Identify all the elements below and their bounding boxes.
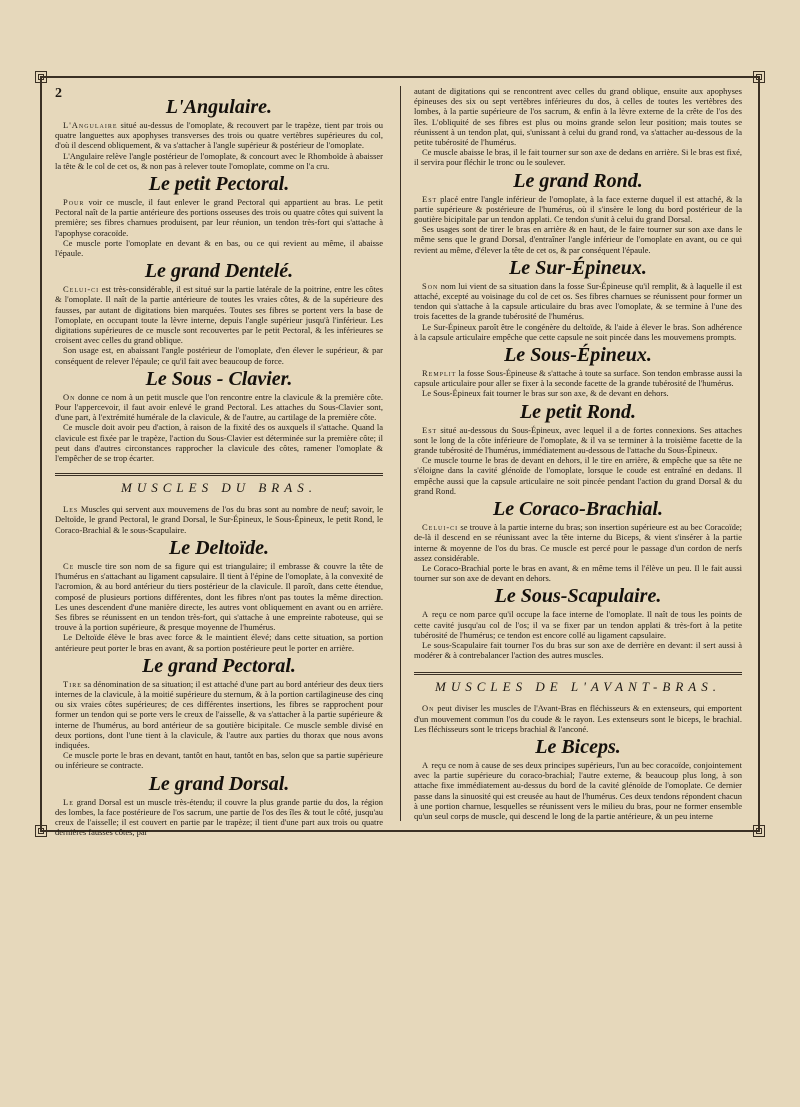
frame-left-rule xyxy=(40,76,42,832)
paragraph xyxy=(55,120,383,151)
paragraph xyxy=(55,561,383,632)
paragraph-lead-word: Ce xyxy=(63,560,75,571)
section-heading: Le grand Dorsal. xyxy=(148,772,290,795)
paragraph xyxy=(414,322,742,342)
paragraph-text: muscle tire son nom de sa figure qui est triangulaire; il embrasse & couvre la tête de l'humérus en s'attachant au ligament capsulaire. Il tient à l'épine de l'omoplate, à la convexité de l'acromion, & au bord antérieur du tiers postérieur de la clavicule. Il paroît, dans cette étendue, composé de plusieurs portions différentes, dont les fibres n'ont pas toutes la même direction. Les unes descendent d'une manière directe, les autres vont obliquement en avant ou en arrière. Ses fibres se réunissent en un tendon très-fort, qui s'attache à une empreinte raboteuse, qui se trouve à la portion supérieure, & presque moyenne de l'humérus. xyxy=(55,560,383,633)
paragraph-lead-word: On xyxy=(63,391,76,402)
paragraph-text: se trouve à la partie interne du bras; son insertion supérieure est au bec Coracoïde; de-là il descend en se réunissant avec la tête interne du Biceps, & vient s'insérer à la partie interne & moyenne de l'os du bras. Ce muscle est percé pour le passage d'un cordon de nerfs assez considérable. xyxy=(414,522,742,563)
paragraph xyxy=(414,147,742,167)
section-heading: Le Sur-Épineux. xyxy=(509,256,647,279)
paragraph xyxy=(55,750,383,770)
paragraph xyxy=(55,679,383,750)
paragraph xyxy=(414,703,742,734)
paragraph-lead-word: Celui-ci xyxy=(63,284,100,295)
paragraph-text: Ce muscle doit avoir peu d'action, à raison de la fixité des os auxquels il s'attache. Quand la clavicule est fixée par le trapèze, l'action du Sous-Clavier est déterminée sur la première côte; il peut dans d'autres circonstances rapprocher la clavicule des côtes, ramener l'omoplate & l'empêcher de se trop écarter. xyxy=(55,422,383,464)
paragraph-lead-word: On xyxy=(422,703,435,714)
paragraph xyxy=(414,522,742,563)
chapter-title: MUSCLES DE L'AVANT-BRAS. xyxy=(414,672,742,699)
paragraph-text: Muscles qui servent aux mouvemens de l'os du bras sont au nombre de neuf; savoir, le Deltoïde, le grand Pectoral, le grand Dorsal, le Sur-Épineux, le Sous-Épineux, le petit Rond, le Coraco-Brachial & le sous-Scapulaire. xyxy=(55,504,383,535)
paragraph xyxy=(55,284,383,345)
paragraph-text: Le Deltoïde élève le bras avec force & le maintient élevé; dans cette situation, sa portion antérieure peut porter le bras en avant, & sa portion postérieure peut le porter en arrière. xyxy=(55,632,383,653)
section-heading: Le Sous-Scapulaire. xyxy=(494,585,662,608)
frame-corner-ornament xyxy=(753,825,765,837)
paragraph-text: grand Dorsal est un muscle très-étendu; il couvre la plus grande partie du dos, la région des lombes, la face postérieure de l'os sacrum, une partie de l'os des îles & tout le côté, jusqu'au creux de l'aisselle; il est couvert en partie par le trapèze; il tient d'une part aux trois ou quatre dernières fausses côtes, par xyxy=(55,796,383,838)
paragraph xyxy=(55,504,383,535)
paragraph xyxy=(55,151,383,171)
paragraph-lead-word: Est xyxy=(422,193,438,204)
section-heading: Le Coraco-Brachial. xyxy=(493,498,663,521)
paragraph xyxy=(414,224,742,255)
section-heading: Le Deltoïde. xyxy=(169,536,269,559)
paragraph-text: L'Angulaire relève l'angle postérieur de l'omoplate, & concourt avec le Rhomboïde à abaisser la tête & le col de cet os, & non pas à relever toute l'omoplate, comme on l'a cru. xyxy=(55,150,383,171)
paragraph-text: sa dénomination de sa situation; il est attaché d'une part au bord antérieur des deux tiers internes de la clavicule, à la moitié supérieure du sternum, & à la portion cartilagineuse des cinq ou six vraies côtes supérieures; de ces différentes insertions, les fibres se rapprochent pour former un tendon qui se porte vers le creux de l'aisselle, & va s'attacher à la partie supérieure & interne de l'humérus, au bord antérieur de sa goutière bicipitale. Ce muscle semble divisé en deux portions, dont l'une tient à la clavicule, & l'autre aux parties du thorax que nous avons indiquées. xyxy=(55,678,383,750)
frame-corner-ornament xyxy=(753,71,765,83)
paragraph xyxy=(414,760,742,821)
paragraph xyxy=(414,281,742,322)
paragraph-text: placé entre l'angle inférieur de l'omoplate, à la face externe duquel il est attaché, & la partie supérieure & postérieure de l'humérus, où il s'insère le long du bord postérieur de la goutière bicipitale par un tendon applati. Ce tendon s'unit à celui du grand Dorsal. xyxy=(414,193,742,225)
section-heading: Le grand Pectoral. xyxy=(142,654,296,677)
paragraph-text: Ce muscle tourne le bras de devant en dehors, il le tire en arrière, & empêche que sa tête ne s'éloigne dans la cavité glénoïde de l'omoplate, lorsque le coude est entraîné en dedans. Il empêche aussi que la capsule articulaire ne soit pincée pendant l'action du grand Dorsal & du grand Rond. xyxy=(414,455,742,496)
paragraph-text: situé au-dessus de l'omoplate, & recouvert par le trapèze, tient par trois ou quatre languettes aux apophyses transverses des trois ou quatre vertèbres supérieures du col, d'où il descend obliquement, & va s'attacher à l'angle supérieur & postérieur de l'omoplate. xyxy=(55,120,383,151)
paragraph-text: voir ce muscle, il faut enlever le grand Pectoral qui appartient au bras. Le petit Pectoral naît de la partie antérieure des portions osseuses des trois ou quatre côtes qui suivent la première; ses fibres charnues produisent, par leur réunion, un tendon très-fort qui s'attache à l'apophyse coracoïde. xyxy=(55,197,383,238)
paragraph-lead-word: Pour xyxy=(63,197,85,208)
paragraph-text: Son usage est, en abaissant l'angle postérieur de l'omoplate, d'en élever le supérieur, & par conséquent de relever l'épaule; ce qu'il fait avec beaucoup de force. xyxy=(55,345,383,366)
paragraph-text: Ses usages sont de tirer le bras en arrière & en haut, de le faire tourner sur son axe dans le même sens que le grand Dorsal, d'entraîner l'angle inférieur de l'omoplate en avant, ou ce qui revient au même, d'élever la tête de cet os, & par conséquent l'épaule. xyxy=(414,224,742,255)
section-heading: Le grand Dentelé. xyxy=(144,260,294,283)
section-heading: Le grand Rond. xyxy=(513,169,643,192)
paragraph xyxy=(414,425,742,456)
page-number: 2 xyxy=(55,86,62,101)
paragraph-lead-word: Les xyxy=(63,504,79,515)
paragraph-text: Le sous-Scapulaire fait tourner l'os du bras sur son axe de derrière en devant: il sert aussi à modérer & à contrebalancer l'action des autres muscles. xyxy=(414,639,742,661)
paragraph-text: la fosse Sous-Épineuse & s'attache à toute sa surface. Son tendon embrasse aussi la capsule articulaire pour aller se fixer à la seconde facette de la grande tubérosité de l'humérus. xyxy=(414,368,742,389)
paragraph-lead-word: Son xyxy=(422,280,439,291)
paragraph-text: nom lui vient de sa situation dans la fosse Sur-Épineuse qu'il remplit, & à laquelle il est attaché, excepté au voisinage du col de cet os. Ses fibres charnues se réunissent pour former un tendon qui s'attache à la capsule articulaire du bras avec l'omoplate, & se termine à l'une des trois facettes de la grande tubérosité de l'humérus. xyxy=(414,280,742,322)
paragraph-text: situé au-dessous du Sous-Épineux, avec lequel il a de fortes connexions. Ses attaches sont le long de la côte inférieure de l'omoplate, & il va se terminer à la troisième facette de la grande tubérosité de l'humérus, immédiatement au-dessous de l'attache du Sous-Épineux. xyxy=(414,424,742,456)
paragraph-text: autant de digitations qui se rencontrent avec celles du grand oblique, ensuite aux apophyses épineuses des six ou sept vertèbres inférieures du dos, à celles de toutes les vertèbres des lombes, à la partie supérieure de l'os sacrum, & enfin à la lèvre externe de la crête de l'os des îles. L'obliquité de ses fibres est plus ou moins grande selon leur position; mais toutes se réunissent à un tendon plat, qui, s'unissant à celui du grand rond, va s'attacher au-dessous de la petite tubérosité de l'humérus. xyxy=(414,86,742,148)
paragraph-text: donne ce nom à un petit muscle que l'on rencontre entre la clavicule & la première côte. Pour l'appercevoir, il faut avoir enlevé le grand Pectoral. Les attaches du Sous-Clavier sont, d'une part, à l'extrémité humérale de la clavicule, & de l'autre, au cartilage de la première côte. xyxy=(55,391,383,423)
paragraph-lead-word: Tire xyxy=(63,678,82,689)
paragraph-text: reçu ce nom à cause de ses deux principes supérieurs, l'un au bec coracoïde, conjointement avec la partie supérieure du coraco-brachial; l'autre externe, & beaucoup plus long, à son attache fixe immédiatement au-dessus du bord de la cavité glénoïde de l'omoplate. Ce dernier passe dans la sinuosité qui est creusée au haut de l'humérus. Ces deux tendons répondent chacun à une portion charnue, lesquelles se réunissent vers le milieu du bras, pour ne former ensemble qu'un seul corps de muscle, qui descend le long de la partie antérieure, & un peu interne xyxy=(414,759,742,821)
paragraph-lead-word: L'Angulaire xyxy=(63,120,118,130)
paragraph-lead-word: A xyxy=(422,609,430,620)
paragraph xyxy=(55,238,383,258)
paragraph-text: Ce muscle porte l'omoplate en devant & en bas, ou ce qui revient au même, il abaisse l'épaule. xyxy=(55,237,383,259)
paragraph-lead-word: Est xyxy=(422,424,438,435)
paragraph xyxy=(55,392,383,423)
paragraph-lead-word: Celui-ci xyxy=(422,522,459,533)
paragraph xyxy=(414,609,742,640)
paragraph xyxy=(55,345,383,365)
section-heading: L'Angulaire. xyxy=(165,96,273,118)
paragraph xyxy=(55,422,383,463)
frame-corner-ornament xyxy=(35,825,47,837)
paragraph-text: Le Sur-Épineux paroît être le congénère du deltoïde, & l'aide à élever le bras. Son adhérence à la capsule articulaire empêche que cette capsule ne soit pincée dans les mouvemens prompts. xyxy=(414,321,742,342)
section-heading: Le Sous-Épineux. xyxy=(504,344,652,367)
paragraph-text: Le Sous-Épineux fait tourner le bras sur son axe, & de devant en dehors. xyxy=(422,388,669,399)
paragraph xyxy=(414,563,742,583)
paragraph xyxy=(414,194,742,225)
paragraph-lead-word: A xyxy=(422,759,430,770)
paragraph-text: peut diviser les muscles de l'Avant-Bras en fléchisseurs & en extenseurs, qui emportent d'un mouvement commun l'os du coude & le rayon. Les extenseurs sont le biceps, le brachial. Les fléchisseurs sont le triceps brachial & l'anconé. xyxy=(414,703,742,734)
paragraph-text: reçu ce nom parce qu'il occupe la face interne de l'omoplate. Il naît de tous les points de cette cavité jusqu'au col de l'os; il va se fixer par un tendon applati & très-fort à la petite tubérosité de l'humérus; ce tendon est encore collé au ligament capsulaire. xyxy=(414,609,742,640)
paragraph xyxy=(55,197,383,238)
chapter-title: MUSCLES DU BRAS. xyxy=(55,473,383,500)
section-heading: Le petit Pectoral. xyxy=(148,173,290,196)
paragraph xyxy=(55,632,383,652)
section-heading: Le Sous - Clavier. xyxy=(145,367,293,390)
paragraph-text: est très-considérable, il est situé sur la partie latérale de la poitrine, entre les côtes & l'omoplate. Il naît de la partie antérieure de toutes les vraies côtes, & de la supérieure des fausses, par autant de digitations bien marquées. Toutes ses fibres se portent vers la base de l'omoplate, en occupant toute la lèvre interne, depuis l'angle supérieur jusqu'à l'inférieur. Les digitations supérieures de ce muscle sont recouvertes par le petit Pectoral, & les inférieures se croisent avec celles du grand oblique. xyxy=(55,284,383,346)
section-heading: Le Biceps. xyxy=(535,735,621,758)
right-text-column xyxy=(414,86,742,821)
paragraph-lead-word: Remplit xyxy=(422,368,457,379)
frame-right-rule xyxy=(758,76,760,832)
paragraph-text: Le Coraco-Brachial porte le bras en avant, & en même tems il l'élève un peu. Il le fait aussi tourner sur son axe de devant en dehors. xyxy=(414,562,742,584)
paragraph-text: Ce muscle abaisse le bras, il le fait tourner sur son axe de dedans en arrière. Si le bras est fixé, il servira pour fléchir le tronc ou le soulever. xyxy=(414,147,742,168)
section-heading: Le petit Rond. xyxy=(519,400,637,423)
paragraph xyxy=(414,640,742,660)
left-text-column xyxy=(55,86,383,838)
paragraph xyxy=(414,455,742,496)
paragraph xyxy=(55,797,383,838)
paragraph xyxy=(414,388,742,398)
continued-paragraph xyxy=(414,86,742,147)
paragraph-lead-word: Le xyxy=(63,796,74,807)
column-divider xyxy=(400,86,401,821)
paragraph-text: Ce muscle porte le bras en devant, tantôt en haut, tantôt en bas, selon que sa partie supérieure ou inférieure se contracte. xyxy=(55,750,383,771)
frame-corner-ornament xyxy=(35,71,47,83)
frame-top-rule xyxy=(40,76,760,78)
paragraph xyxy=(414,368,742,388)
